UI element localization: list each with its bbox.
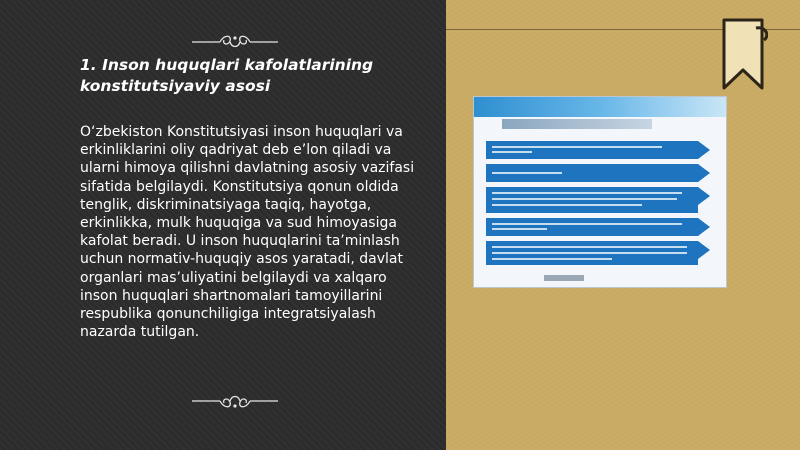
- thumb-arrow-row: [486, 187, 698, 213]
- thumb-footer-mark: [544, 275, 584, 281]
- slide-body-text: O‘zbekiston Konstitutsiyasi inson huquqlari va erkinliklarini oliy qadriyat deb e’lon qiladi va ularni himoya qilishni davlatning asosiy vazifasi sifatida belgilaydi. Konstitutsiya qonun oldida tenglik, diskriminatsiyaga taqiq, hayotga, erkinlikka, mulk huquqiga va sud himoyasiga kafolat beradi. U inson huquqlarini ta’minlash uchun normativ-huquqiy asos yaratadi, davlat organlari mas’uliyatini belgilaydi va xalqaro inson huquqlari shartnomalari tamoyillarini respublika qonunchiligiga integratsiyalash nazarda tutilgan.: [80, 124, 415, 341]
- bookmark-ribbon-icon: [718, 18, 768, 94]
- thumb-arrow-row: [486, 164, 698, 182]
- thumb-arrow-row: [486, 141, 698, 159]
- thumb-header-band: [474, 97, 726, 117]
- slide-title: 1. Inson huquqlari kafolatlarining konstitutsiyaviy asosi: [80, 56, 374, 95]
- thumb-arrow-row: [486, 241, 698, 265]
- ornament-flourish-icon: [190, 32, 280, 52]
- thumb-heading-bar: [502, 119, 652, 129]
- ornament-flourish-icon: [190, 391, 280, 411]
- thumb-arrow-row: [486, 218, 698, 236]
- embedded-slide-image: [474, 97, 726, 287]
